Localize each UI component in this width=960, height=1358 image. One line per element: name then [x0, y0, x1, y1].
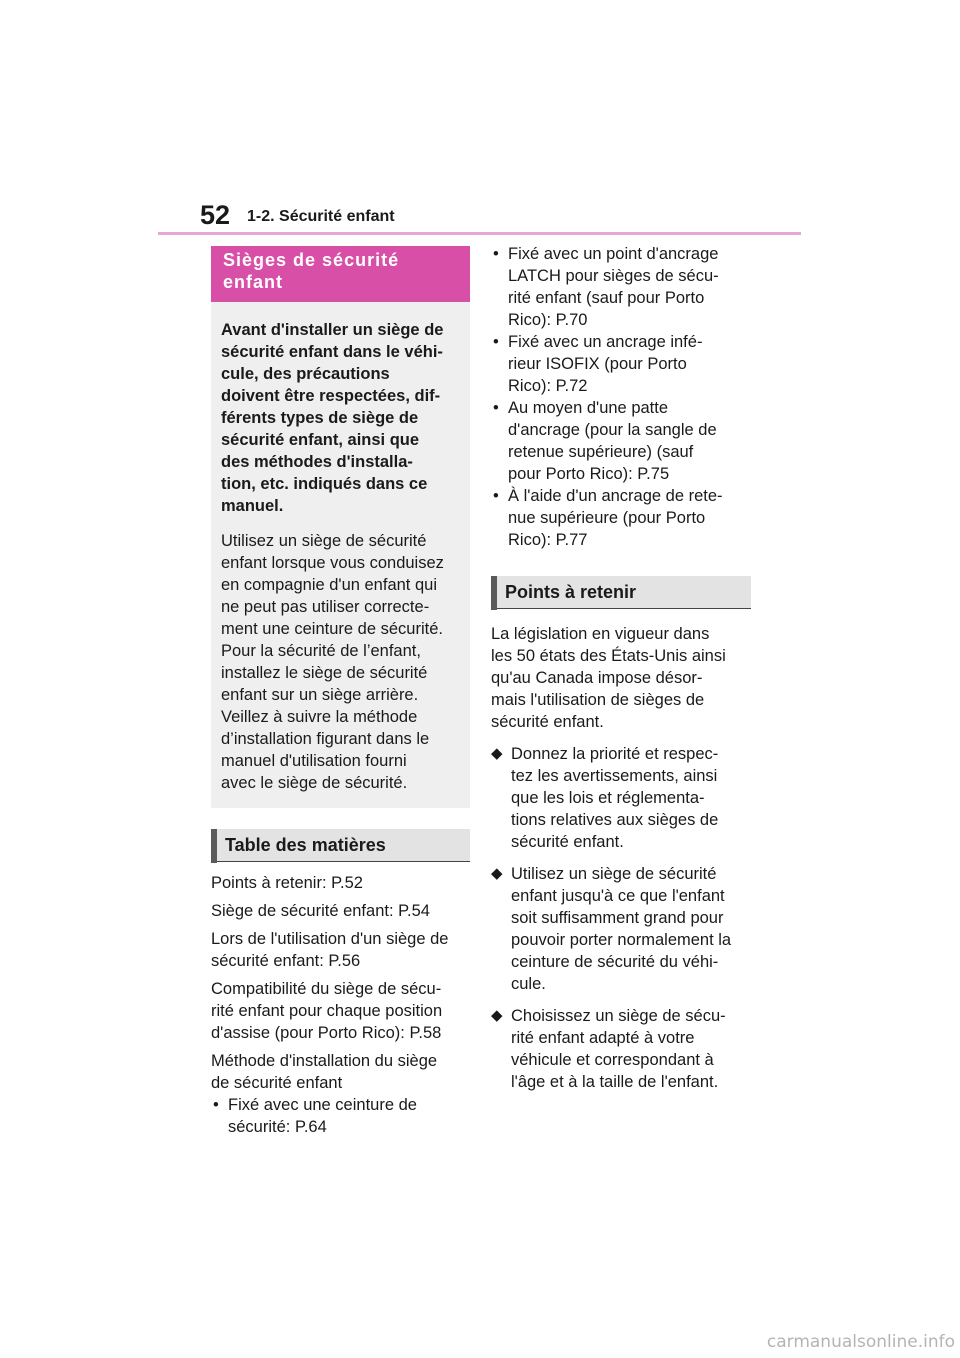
- bullet-icon: •: [493, 245, 499, 263]
- toc-heading-text: Table des matières: [225, 835, 386, 855]
- intro-bold-text: Avant d'installer un siège de sécurité enfant dans le véhi- cule, des précautions doivent être respectées, dif- férents types de siège de sécurité enfant, ainsi que des méthodes d'installa- tion, etc. indiqués dans ce manuel.: [221, 321, 444, 515]
- table-of-contents: [211, 872, 470, 1138]
- page-number: 52: [200, 200, 231, 230]
- install-method-text: À l'aide d'un ancrage de rete- nue supérieure (pour Porto Rico): P.77: [508, 487, 723, 549]
- bullet-icon: •: [493, 487, 499, 505]
- bullet-icon: •: [493, 399, 499, 417]
- install-method-text: Au moyen d'une patte d'ancrage (pour la sangle de retenue supérieure) (sauf pour Porto Rico): P.75: [508, 399, 717, 483]
- toc-item[interactable]: Lors de l'utilisation d'un siège de sécurité enfant: P.56: [211, 930, 449, 970]
- points-heading-text: Points à retenir: [505, 582, 637, 602]
- advice-text: Donnez la priorité et respec- tez les avertissements, ainsi que les lois et réglementa- tions relatives aux sièges de sécurité enfant.: [511, 745, 719, 851]
- install-method-text: Fixé avec un point d'ancrage LATCH pour sièges de sécu- rité enfant (sauf pour Porto Rico): P.70: [508, 245, 719, 329]
- points-body-text: La législation en vigueur dans les 50 états des États-Unis ainsi qu'au Canada impose désor- mais l'utilisation de sièges de sécurité enfant.: [491, 625, 726, 731]
- left-column: [211, 246, 470, 1138]
- toc-item[interactable]: Méthode d'installation du siège de sécurité enfant: [211, 1052, 438, 1092]
- intro-box: [211, 302, 470, 808]
- advice-item: [491, 743, 751, 853]
- diamond-bullet-icon: ◆: [491, 865, 503, 882]
- toc-item[interactable]: Siège de sécurité enfant: P.54: [211, 902, 430, 920]
- section-title-text: Sièges de sécurité enfant: [223, 250, 400, 292]
- toc-heading: [211, 829, 470, 862]
- diamond-bullet-icon: ◆: [491, 1007, 503, 1024]
- diamond-bullet-icon: ◆: [491, 745, 503, 762]
- right-column: [491, 243, 751, 1103]
- advice-text: Choisissez un siège de sécu- rité enfant adapté à votre véhicule et correspondant à l'âge et à la taille de l'enfant.: [511, 1007, 726, 1091]
- advice-list: [491, 743, 751, 1093]
- advice-item: [491, 1005, 751, 1093]
- points-heading: [491, 576, 751, 609]
- install-method-list: [491, 243, 751, 551]
- section-title: [211, 246, 470, 302]
- section-header: 1-2. Sécurité enfant: [247, 208, 395, 225]
- install-method-item[interactable]: [491, 397, 751, 485]
- advice-item: [491, 863, 751, 995]
- install-method-item[interactable]: [491, 331, 751, 397]
- install-method-item[interactable]: [491, 243, 751, 331]
- watermark: carmanualsonline.info: [766, 1332, 955, 1352]
- header-rule: [158, 232, 801, 235]
- toc-item[interactable]: Points à retenir: P.52: [211, 874, 363, 892]
- bullet-icon: •: [493, 333, 499, 351]
- toc-item[interactable]: Compatibilité du siège de sécu- rité enfant pour chaque position d'assise (pour Porto Rico): P.58: [211, 980, 443, 1042]
- toc-bullet-item[interactable]: [211, 1094, 470, 1138]
- install-method-text: Fixé avec un ancrage infé- rieur ISOFIX (pour Porto Rico): P.72: [508, 333, 703, 395]
- toc-bullet-text: Fixé avec une ceinture de sécurité: P.64: [228, 1096, 417, 1136]
- bullet-icon: •: [213, 1096, 219, 1114]
- toc-bullet-list: [211, 1094, 470, 1138]
- advice-text: Utilisez un siège de sécurité enfant jusqu'à ce que l'enfant soit suffisamment grand pour pouvoir porter normalement la ceinture de sécurité du véhi- cule.: [511, 865, 732, 993]
- install-method-item[interactable]: [491, 485, 751, 551]
- intro-body-text: Utilisez un siège de sécurité enfant lorsque vous conduisez en compagnie d'un enfant qui ne peut pas utiliser correcte- ment une ceinture de sécurité. Pour la sécurité de l’enfant, installez le siège de sécurité enfant sur un siège arrière. Veillez à suivre la méthode d’installation figurant dans le manuel d'utilisation fourni avec le siège de sécurité.: [221, 532, 444, 792]
